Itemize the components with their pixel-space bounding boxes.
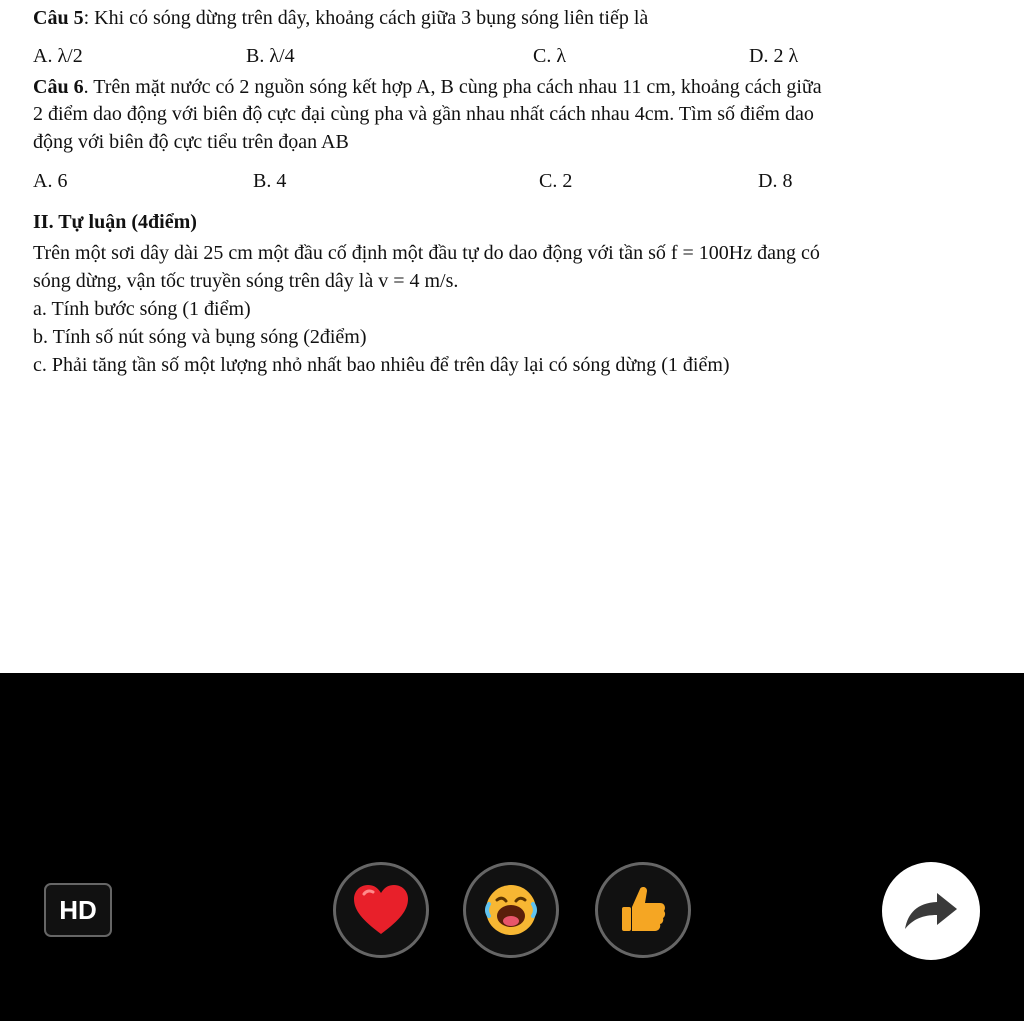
hd-toggle-button[interactable]: HD xyxy=(44,883,112,937)
question-5: Câu 5: Khi có sóng dừng trên dây, khoảng cách giữa 3 bụng sóng liên tiếp là xyxy=(33,7,649,29)
question-6-line-3: động với biên độ cực tiểu trên đọan AB xyxy=(33,131,349,153)
like-reaction-button[interactable] xyxy=(595,862,691,958)
q5-option-b: B. λ/4 xyxy=(246,45,295,67)
essay-heading: II. Tự luận (4điểm) xyxy=(33,211,197,233)
essay-line-1: Trên một sơi dây dài 25 cm một đầu cố định một đầu tự do dao động với tần số f = 100Hz đang có xyxy=(33,242,820,264)
q6-option-c: C. 2 xyxy=(539,170,573,192)
q6-option-b: B. 4 xyxy=(253,170,287,192)
heart-icon xyxy=(352,884,410,936)
q6-option-a: A. 6 xyxy=(33,170,68,192)
laugh-reaction-button[interactable] xyxy=(463,862,559,958)
share-arrow-icon xyxy=(903,891,959,931)
q5-option-d: D. 2 λ xyxy=(749,45,799,67)
share-button[interactable] xyxy=(882,862,980,960)
q5-option-a: A. λ/2 xyxy=(33,45,83,67)
thumbs-up-icon xyxy=(616,883,670,937)
question-6: Câu 6. Trên mặt nước có 2 nguồn sóng kết hợp A, B cùng pha cách nhau 11 cm, khoảng cách giữa xyxy=(33,76,822,98)
essay-part-c: c. Phải tăng tần số một lượng nhỏ nhất bao nhiêu để trên dây lại có sóng dừng (1 điểm) xyxy=(33,354,730,376)
question-6-line-2: 2 điểm dao động với biên độ cực đại cùng pha và gần nhau nhất cách nhau 4cm. Tìm số điểm dao xyxy=(33,103,814,125)
essay-part-b: b. Tính số nút sóng và bụng sóng (2điểm) xyxy=(33,326,367,348)
q5-option-c: C. λ xyxy=(533,45,567,67)
laughing-face-icon xyxy=(483,882,539,938)
bottom-control-bar xyxy=(0,673,1024,1021)
essay-line-2: sóng dừng, vận tốc truyền sóng trên dây là v = 4 m/s. xyxy=(33,270,459,292)
heart-reaction-button[interactable] xyxy=(333,862,429,958)
q6-option-d: D. 8 xyxy=(758,170,793,192)
essay-part-a: a. Tính bước sóng (1 điểm) xyxy=(33,298,251,320)
